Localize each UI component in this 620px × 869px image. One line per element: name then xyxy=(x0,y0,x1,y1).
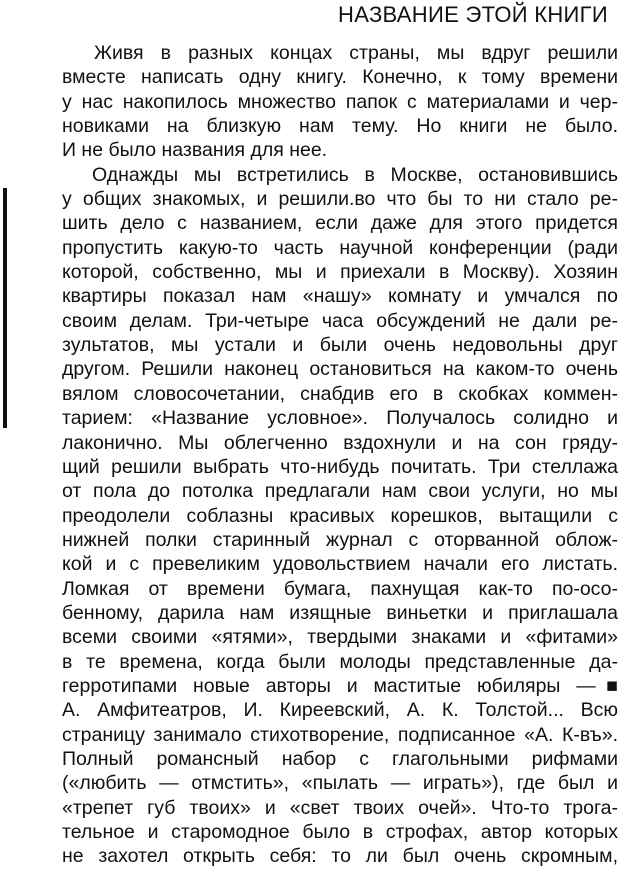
text-line: вялом словосочетании, снабдив его в скобках коммен- xyxy=(62,382,618,405)
text-line: «трепет губ твоих» и «свет твоих очей». Что-то трога- xyxy=(62,796,618,819)
text-line: у нас накопилось множество папок с материалами и чер- xyxy=(62,90,618,113)
text-line: вместе написать одну книгу. Конечно, к тому времени xyxy=(62,66,618,89)
text-line: А. Амфитеатров, И. Киреевский, А. К. Толстой... Всю xyxy=(62,699,618,722)
text-line: пропустить какую-то часть научной конференции (ради xyxy=(62,236,618,259)
body-text xyxy=(62,41,618,869)
text-line: зультатов, мы устали и были очень недовольны друг xyxy=(62,334,618,357)
text-line: Ломкая от времени бумага, пахнущая как-то по-осо- xyxy=(62,577,618,600)
text-line: лаконично. Мы облегченно вздохнули и на сон гряду- xyxy=(62,431,618,454)
text-line: преодолели соблазны красивых корешков, вытащили с xyxy=(62,504,618,527)
text-line: новиками на близкую нам тему. Но книги не было. xyxy=(62,115,618,138)
text-line: другом. Решили наконец остановиться на каком-то очень xyxy=(62,358,618,381)
text-line: герротипами новые авторы и маститые юбиляры —■ xyxy=(62,674,618,697)
text-line: своим делам. Три-четыре часа обсуждений не дали ре- xyxy=(62,309,618,332)
text-line: которой, собственно, мы и приехали в Москву). Хозяин xyxy=(62,261,618,284)
text-line: («любить — отмстить», «пылать — играть»), где был и xyxy=(62,772,618,795)
text-line: Полный романсный набор с глагольными рифмами xyxy=(62,747,618,770)
text-line: от пола до потолка предлагали нам свои услуги, но мы xyxy=(62,480,618,503)
text-line: Однажды мы встретились в Москве, остановившись xyxy=(92,163,618,186)
text-line: квартиры показал нам «нашу» комнату и умчался по xyxy=(62,285,618,308)
text-line: тарием: «Название условное». Получалось солидно и xyxy=(62,407,618,430)
text-line: И не было названия для нее. xyxy=(62,139,328,162)
text-line: не захотел открыть себя: то ли был очень скромным, xyxy=(62,845,618,868)
text-line: Живя в разных концах страны, мы вдруг решили xyxy=(94,42,618,64)
text-line: щий решили выбрать что-нибудь почитать. Три стеллажа xyxy=(62,455,618,478)
text-line: у общих знакомых, и решили.во что бы то ни стало ре- xyxy=(62,188,618,211)
text-line: в те времена, когда были молоды представленные да- xyxy=(62,650,618,673)
text-line: шить дело с названием, если даже для этого придется xyxy=(62,212,618,235)
chapter-heading: НАЗВАНИЕ ЭТОЙ КНИГИ xyxy=(338,2,608,27)
text-line: всеми своими «ятями», твердыми знаками и «фитами» xyxy=(62,626,618,649)
text-line: кой и с превеликим удовольствием начали его листать. xyxy=(62,553,618,576)
text-line: тельное и старомодное было в строфах, автор которых xyxy=(62,821,618,843)
margin-bar xyxy=(3,188,7,428)
text-line: страницу занимало стихотворение, подписанное «А. К-въ». xyxy=(62,723,618,746)
text-line: нижней полки старинный журнал с оторванной облож- xyxy=(62,528,618,551)
text-line: бенному, дарила нам изящные виньетки и приглашала xyxy=(62,601,618,624)
